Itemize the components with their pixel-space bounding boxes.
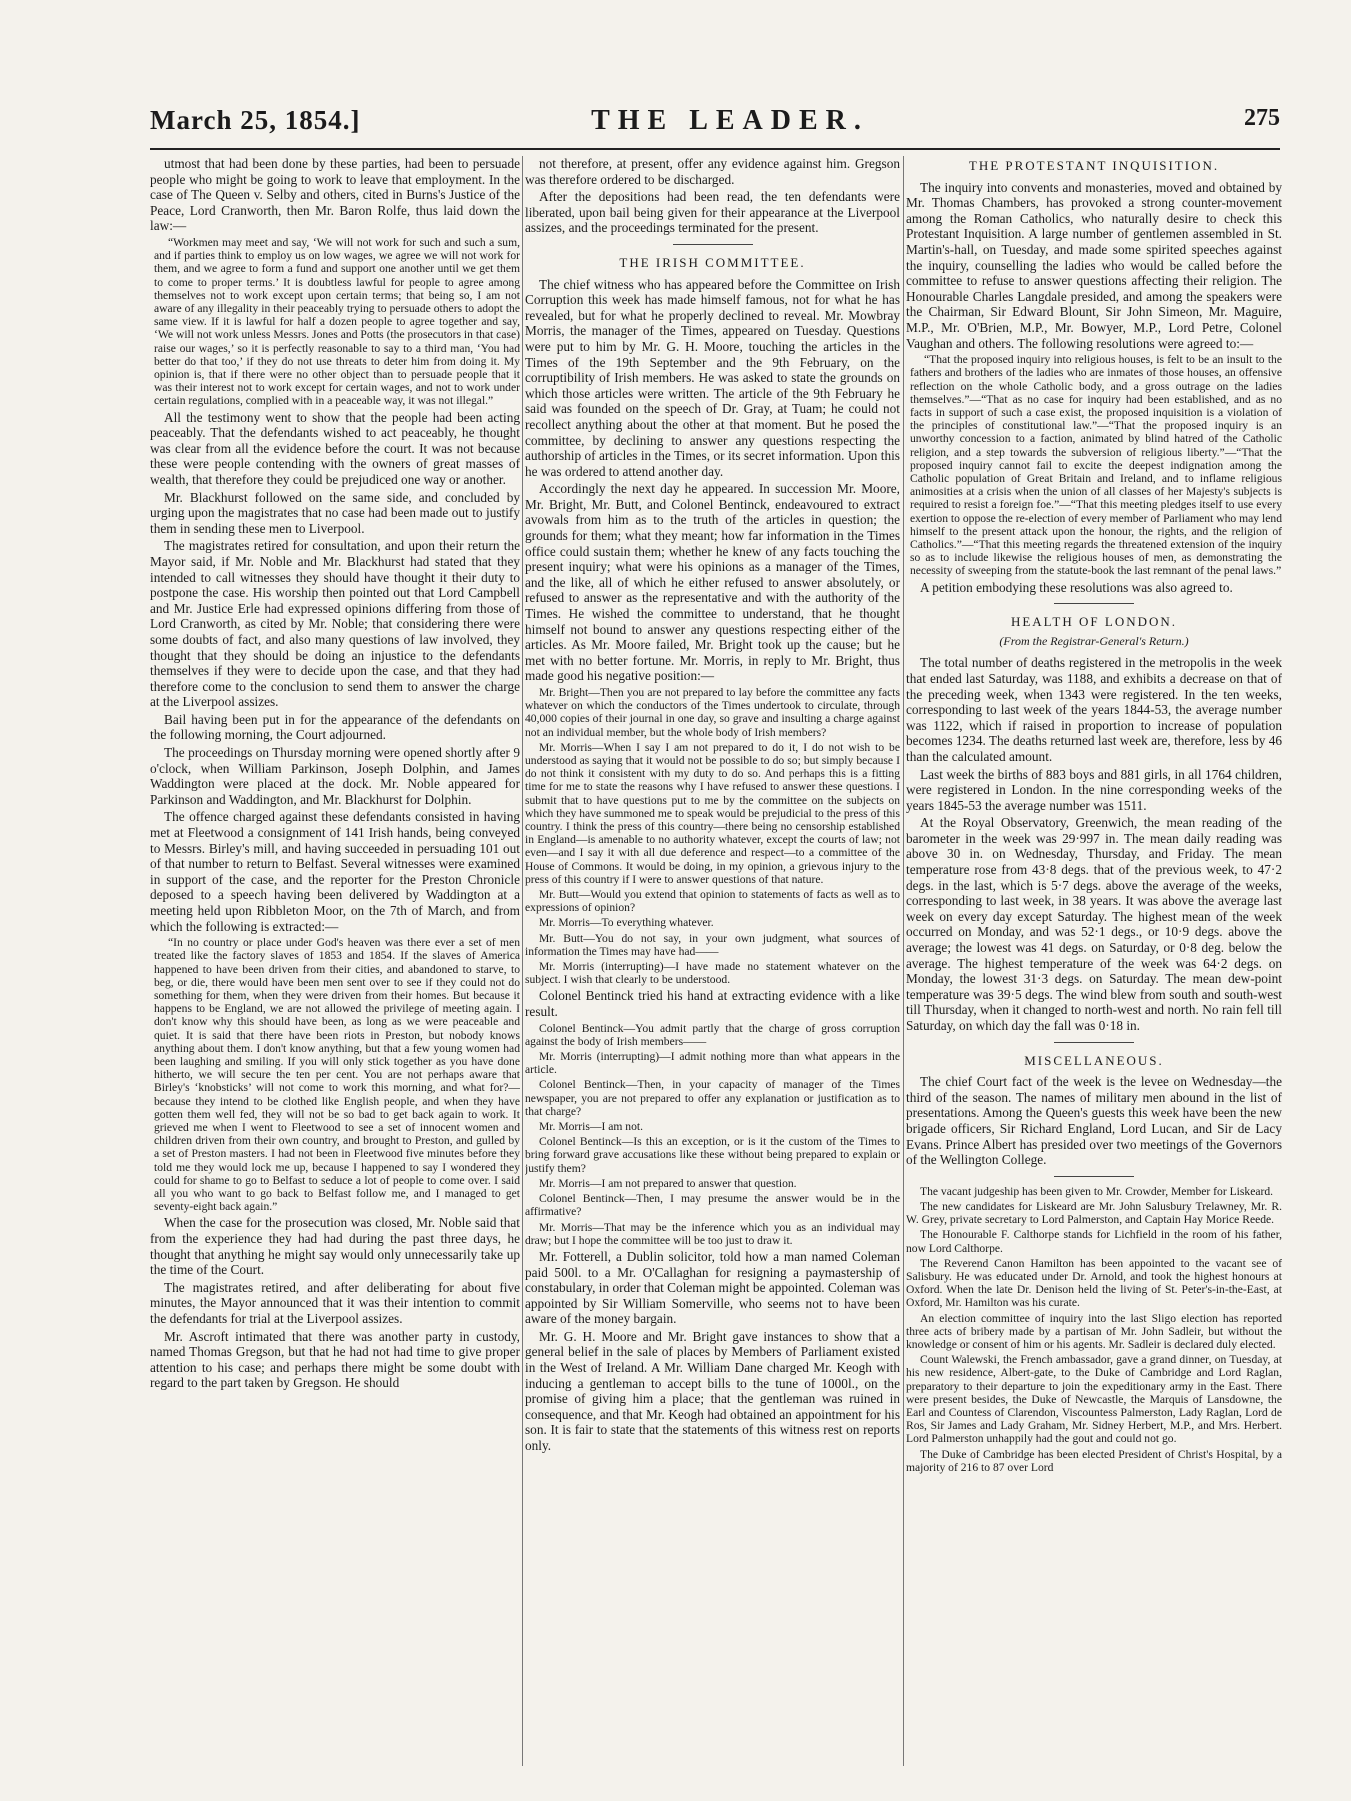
masthead (150, 105, 1280, 145)
page-number: 275 (1244, 105, 1280, 131)
testimony: Mr. Butt—You do not say, in your own judgment, what sources of information the Times may have had—— (525, 931, 900, 958)
news-item: The Reverend Canon Hamilton has been appointed to the vacant see of Salisbury. He was educated under Dr. Arnold, and took the highest honours at Oxford. When the late Dr. Denison held the living of St. Peter's-in-the-East, at Oxford, Mr. Hamilton was his curate. (906, 1256, 1282, 1310)
section-rule (673, 244, 753, 245)
testimony: Mr. Morris—I am not. (539, 1120, 644, 1134)
news-item: An election committee of inquiry into the last Sligo election has reported three acts of bribery made by a partisan of Mr. John Sadleir, but without the knowledge or consent of him or his agents. Mr. Sadleir is declared duly elected. (906, 1311, 1282, 1351)
header-rule (150, 148, 1280, 150)
testimony: Colonel Bentinck—Then, in your capacity of manager of the Times newspaper, you are not prepared to offer any explanation or justification as to that charge? (525, 1078, 900, 1118)
paragraph: Mr. Blackhurst followed on the same side, and concluded by urging upon the magistrates that no case had been made out to justify them in sending these men to Liverpool. (150, 489, 520, 536)
testimony: Colonel Bentinck—Is this an exception, or is it the custom of the Times to bring forward grave accusations like these without being prepared to explain or justify them? (525, 1135, 900, 1175)
testimony: Mr. Morris—I am not prepared to answer that question. (539, 1176, 797, 1190)
testimony: Mr. Morris—To everything whatever. (539, 916, 714, 930)
paragraph: Mr. G. H. Moore and Mr. Bright gave instances to show that a general belief in the sale of places by Members of Parliament existed in the West of Ireland. A Mr. William Dane charged Mr. Keogh with inducing a gentleman to accept bills to the tune of 1000l., on the promise of giving him a place; that the gentleman was ruined in consequence, and that Mr. Keogh had obtained an appointment for his son. It is fair to state that the statements of this witness rest on reports only. (525, 1328, 900, 1454)
column-1 (150, 156, 520, 1771)
paragraph: Bail having been put in for the appearance of the defendants on the following morning, the Court adjourned. (150, 711, 520, 743)
paragraph: The chief Court fact of the week is the levee on Wednesday—the third of the season. The names of military men abound in the list of presentations. Among the Queen's guests this week have been the new brigade officers, Sir Richard England, Lord Lucan, and Sir de Lacy Evans. Prince Albert has presided over two meetings of the Governors of the Wellington College. (906, 1074, 1282, 1168)
resolutions: “That the proposed inquiry into religious houses, is felt to be an insult to the fathers and brothers of the ladies who are inmates of those houses, an offensive reflection on the whole Catholic body, and a gross outrage on the ladies themselves.”—“That as no case for inquiry had been established, and as no facts in support of such a case exist, the proposed inquisition is a violation of the principles of constitutional law.”—“That the proposed inquiry is an unworthy concession to a faction, animated by blind hatred of the Catholic religion, and a step towards the subversion of religious liberty.”—“That the proposed inquiry cannot fail to excite the deepest indignation among the Catholic population of Great Britain and Ireland, and to inflame religious animosities at a crisis when the union of all classes of her Majesty's subjects is required to resist a foreign foe.”—“That this meeting pledges itself to use every exertion to oppose the re-election of every member of Parliament who may lend himself to the present attack upon the honour, the rights, and the religion of Catholics.”—“That this meeting regards the threatened extension of the inquiry so as to include likewise the religious houses of men, as demonstrating the necessity of sweeping from the statute-book the last remnant of the penal laws.” (910, 353, 1282, 578)
testimony: Mr. Morris—That may be the inference which you as an individual may draw; but I hope the committee will be too just to draw it. (525, 1220, 900, 1247)
column-divider (903, 156, 904, 1766)
paragraph: The offence charged against these defendants consisted in having met at Fleetwood a consignment of 141 Irish hands, being conveyed to Messrs. Birley's mill, and having succeeded in persuading 101 out of that number to return to Belfast. Several witnesses were examined in support of the case, and the reporter for the Preston Chronicle deposed to a speech having been delivered by Waddington at a meeting held upon Ribbleton Moor, on the 7th of March, and from which the following is extracted:— (150, 809, 520, 934)
section-heading: THE IRISH COMMITTEE. (619, 254, 806, 270)
quoted-passage: “Workmen may meet and say, ‘We will not work for such and such a sum, and if parties think to employ us on low wages, we agree we will not work for them, and we agree to form a fund and support one another until we get them to come to proper terms.’ It is doubtless lawful for people to agree among themselves not to work except upon certain terms; that being so, I am not aware of any illegality in their peaceably trying to persuade others to adopt the same view. If it is lawful for half a dozen people to agree together and say, ‘We will not work unless Messrs. Jones and Potts (the prosecutors in that case) raise our wages,’ so it is perfectly reasonable to say to a third man, ‘You had better do that too,’ if they do not use threats to deter him from doing it. My opinion is, that if there were no other object than to persuade people that it was their interest not to work except for certain wages, and not to work under certain regulations, complied with in a peaceable way, it was not illegal.” (154, 235, 520, 408)
news-item: Count Walewski, the French ambassador, gave a grand dinner, on Tuesday, at his new residence, Albert-gate, to the Duke of Cambridge and Lord Raglan, preparatory to their departure to join the expeditionary army in the East. There were present besides, the Duke of Newcastle, the Marquis of Lansdowne, the Earl and Countess of Clarendon, Viscountess Palmerston, Lady Raglan, Lord de Ros, Sir James and Lady Graham, Mr. Sidney Herbert, M.P., and Mrs. Herbert. Lord Palmerston unhappily had the gout and could not go. (906, 1353, 1282, 1446)
testimony: Colonel Bentinck—You admit partly that the charge of gross corruption against the body of Irish members—— (525, 1021, 900, 1048)
paragraph: A petition embodying these resolutions was also agreed to. (920, 579, 1233, 595)
paragraph: Last week the births of 883 boys and 881 girls, in all 1764 children, were registered in London. In the nine corresponding weeks of the years 1845-53 the average number was 1511. (906, 766, 1282, 813)
testimony: Mr. Morris—When I say I am not prepared to do it, I do not wish to be understood as saying that it would not be possible to do so; but simply because I do not think it consistent with my duty to do so. And perhaps this is a fitting time for me to state the reasons why I have refused to answer these questions. I submit that to have questions put to me by the committee on the subjects on which they have summoned me to speak would be prejudicial to the press of this country. I think the press of this country—there being no censorship established in England—is amenable to no authority whatever, except the courts of law; not even—and I say it with all due deference and respect—to a committee of the House of Commons. It would be doing, in my opinion, a grievous injury to the press of this country if I were to answer questions of that nature. (525, 740, 900, 886)
paragraph: Mr. Fotterell, a Dublin solicitor, told how a man named Coleman paid 500l. to a Mr. O'Callaghan for resigning a paymastership of constabulary, in order that Coleman might be appointed. Coleman was appointed by Sir William Somerville, who seems not to have been aware of the money bargain. (525, 1248, 900, 1327)
testimony: Mr. Bright—Then you are not prepared to lay before the committee any facts whatever on which the conductors of the Times undertook to circulate, through 40,000 copies of their journal in one day, so grave and insulting a charge against not an individual member, but the whole body of Irish members? (525, 686, 900, 739)
section-subheading: (From the Registrar-General's Return.) (999, 633, 1189, 648)
section-rule (1054, 603, 1134, 604)
paragraph: Mr. Ascroft intimated that there was another party in custody, named Thomas Gregson, but that he had not had time to give proper attention to his case; and perhaps there might be some doubt with regard to the part taken by Gregson. He should (150, 1328, 520, 1391)
paragraph: The magistrates retired, and after deliberating for about five minutes, the Mayor announced that it was their intention to commit the defendants for trial at the Liverpool assizes. (150, 1279, 520, 1327)
paragraph: not therefore, at present, offer any evidence against him. Gregson was therefore ordered to be discharged. (525, 156, 900, 187)
paragraph: When the case for the prosecution was closed, Mr. Noble said that from the experience they had had during the past three days, he thought that anything he might say would only unnecessarily take up the time of the Court. (150, 1215, 520, 1278)
quoted-passage: “In no country or place under God's heaven was there ever a set of men treated like the factory slaves of 1853 and 1854. If the slaves of America happened to have been driven from their cities, and abandoned to starve, to beg, or die, there would have been men sent over to see if they could not do something for them, when they were driven from their homes. But because it happens to be England, we are not allowed the privilege of meeting again. I don't know why this should have been, as long as we were peaceable and quiet. It is said that there have been riots in Preston, but nobody knows anything about them. I don't know anything, but that a few young women had been laughing and smiling. If you will only stick together as you have done hitherto, we will secure the ten per cent. You are not perhaps aware that Birley's ‘knobsticks’ will not come to work this morning, and what for?—because they intend to be clothed like English people, and when they have gotten them well fed, they will not be so bad to get back again to work. It grieved me when I went to Fleetwood to see a set of innocent women and children driven from their own country, and brought to Preston, and gulled by a set of Preston masters. I had not been in Fleetwood five minutes before they told me they would lock me up, because I happened to say I wondered they could for shame to go to Belfast to seduce a lot of people to come over. I said all you who want to go back to Belfast follow me, and I managed to get seventy-eight back again.” (154, 936, 520, 1214)
testimony: Colonel Bentinck—Then, I may presume the answer would be in the affirmative? (525, 1192, 900, 1219)
paragraph: At the Royal Observatory, Greenwich, the mean reading of the barometer in the week was 29·997 in. The mean daily reading was above 30 in. on Wednesday, Thursday, and Friday. The mean temperature rose from 43·8 degs. that of the previous week, to 47·2 degs. in the last, which is 5·7 degs. above the average of the weeks, corresponding to last week, in 38 years. It was above the average last week on every day except Saturday. The highest mean of the week occurred on Monday, and was 52·1 degs., or 10·9 degs. above the average; the lowest was 41 degs. on Saturday, or 0·8 deg. below the average. The highest temperature of the week was 64·2 degs. on Monday, the lowest 31·3 degs. on Saturday. The mean dew-point temperature was 39·5 degs. The wind blew from south and south-west till Thursday, when it changed to north-west and north. No rain fell till Saturday, on which day the fall was 0·18 in. (906, 815, 1282, 1034)
column-divider (522, 156, 523, 1766)
paragraph: The inquiry into convents and monasteries, moved and obtained by Mr. Thomas Chambers, has provoked a strong counter-movement among the Roman Catholics, who naturally desire to check this Protestant Inquisition. A large number of gentlemen assembled in St. Martin's-hall, on Tuesday, and made some spirited speeches against the inquiry, counselling the ladies who would be called before the committee to refuse to answer questions affecting their religion. The Honourable Charles Langdale presided, and among the speakers were the Chairman, Sir Edward Blount, Sir John Simeon, Mr. Maguire, M.P., Mr. O'Brien, M.P., Mr. Bowyer, M.P., Lord Petre, Colonel Vaughan and others. The following resolutions were agreed to:— (906, 179, 1282, 351)
paragraph: After the depositions had been read, the ten defendants were liberated, upon bail being given for their appearance at the Liverpool assizes, and the proceedings terminated for the present. (525, 189, 900, 236)
paragraph: The total number of deaths registered in the metropolis in the week that ended last Saturday, was 1188, and exhibits a decrease on that of the preceding week, when 1343 were registered. In the ten weeks, corresponding to last week of the years 1844-53, the average number was 1122, which if raised in proportion to increase of population becomes 1234. The deaths returned last week are, therefore, less by 46 than the calculated amount. (906, 655, 1282, 764)
column-2 (525, 156, 900, 1771)
testimony: Mr. Morris (interrupting)—I have made no statement whatever on the subject. I wish that clearly to be understood. (525, 960, 900, 987)
news-item: The new candidates for Liskeard are Mr. John Salusbury Trelawney, Mr. R. W. Grey, private secretary to Lord Palmerston, and Captain Hay Morice Reede. (906, 1199, 1282, 1227)
section-rule (1054, 1042, 1134, 1043)
paragraph: The chief witness who has appeared before the Committee on Irish Corruption this week has made himself famous, not for what he has revealed, but for what he properly declined to reveal. Mr. Mowbray Morris, the manager of the Times, appeared on Tuesday. Questions were put to him by Mr. G. H. Moore, touching the articles in the Times of the 19th September and the 9th February, on the corruptibility of Irish members. He was asked to state the grounds on which those articles were written. The article of the 9th February he said was founded on the speech of Dr. Gray, at Tuam; he could not recollect anything about the other at that moment. But he posed the committee, by declining to answer any questions respecting the authorship of articles in the Times, or its secret information. Upon this he was ordered to attend another day. (525, 276, 900, 479)
section-heading: HEALTH OF LONDON. (1010, 614, 1178, 630)
newspaper-title: THE LEADER. (591, 105, 869, 136)
paragraph: Colonel Bentinck tried his hand at extracting evidence with a like result. (525, 988, 900, 1020)
column-3 (906, 156, 1282, 1771)
news-item: The Honourable F. Calthorpe stands for Lichfield in the room of his father, now Lord Calthorpe. (906, 1228, 1282, 1255)
news-item: The vacant judgeship has been given to Mr. Crowder, Member for Liskeard. (920, 1184, 1274, 1198)
paragraph: All the testimony went to show that the people had been acting peaceably. That the defendants wished to act peaceably, he thought was clear from all the evidence before the court. It was not because these were people contending with the owners of great masses of wealth, that therefore they could be prejudiced one way or another. (150, 409, 520, 487)
paragraph: The magistrates retired for consultation, and upon their return the Mayor said, if Mr. Noble and Mr. Blackhurst had stated that they intended to call witnesses they should have thought it their duty to postpone the case. His worship then pointed out that Lord Campbell and Mr. Justice Erle had expressed opinions differing from those of Lord Cranworth, as cited by Mr. Noble; that considering there were some doubts of fact, and also many questions of law involved, they thought that they should be doing an injustice to the defendants themselves if they were to decide upon the case, and that they had therefore come to the conclusion to send them to answer the charge at the Liverpool assizes. (150, 538, 520, 710)
testimony: Mr. Butt—Would you extend that opinion to statements of facts as well as to expressions of opinion? (525, 888, 900, 915)
news-item: The Duke of Cambridge has been elected President of Christ's Hospital, by a majority of 216 to 87 over Lord (906, 1447, 1282, 1474)
section-heading: MISCELLANEOUS. (1024, 1052, 1164, 1068)
section-rule (1054, 1176, 1134, 1177)
issue-date: March 25, 1854.] (150, 105, 361, 135)
paragraph: The proceedings on Thursday morning were opened shortly after 9 o'clock, when William Parkinson, Joseph Dolphin, and James Waddington were placed at the dock. Mr. Noble appeared for Parkinson and Waddington, and Mr. Blackhurst for Dolphin. (150, 745, 520, 807)
paragraph: utmost that had been done by these parties, had been to persuade people who might be going to work to leave that employment. In the case of The Queen v. Selby and others, cited in Burns's Justice of the Peace, Lord Cranworth, then Mr. Baron Rolfe, thus laid down the law:— (150, 156, 520, 234)
paragraph: Accordingly the next day he appeared. In succession Mr. Moore, Mr. Bright, Mr. Butt, and Colonel Bentinck, endeavoured to extract avowals from him as to the truth of the articles in question; the grounds for them; what they meant; how far information in the Times office could sustain them; whether he knew of any facts touching the present inquiry; what were his opinions as a manager of the Times, and the like, all of which he either refused to answer absolutely, or refused to answer as the representative and with the authority of the Times. He wished the committee to understand, that he thought himself not bound to answer any questions respecting either of the articles. As Mr. Moore failed, Mr. Bright took up the cause; but he met with no better fortune. Mr. Morris, in reply to Mr. Bright, thus made good his negative position:— (525, 481, 900, 684)
testimony: Mr. Morris (interrupting)—I admit nothing more than what appears in the article. (525, 1050, 900, 1077)
section-heading: THE PROTESTANT INQUISITION. (968, 158, 1220, 173)
